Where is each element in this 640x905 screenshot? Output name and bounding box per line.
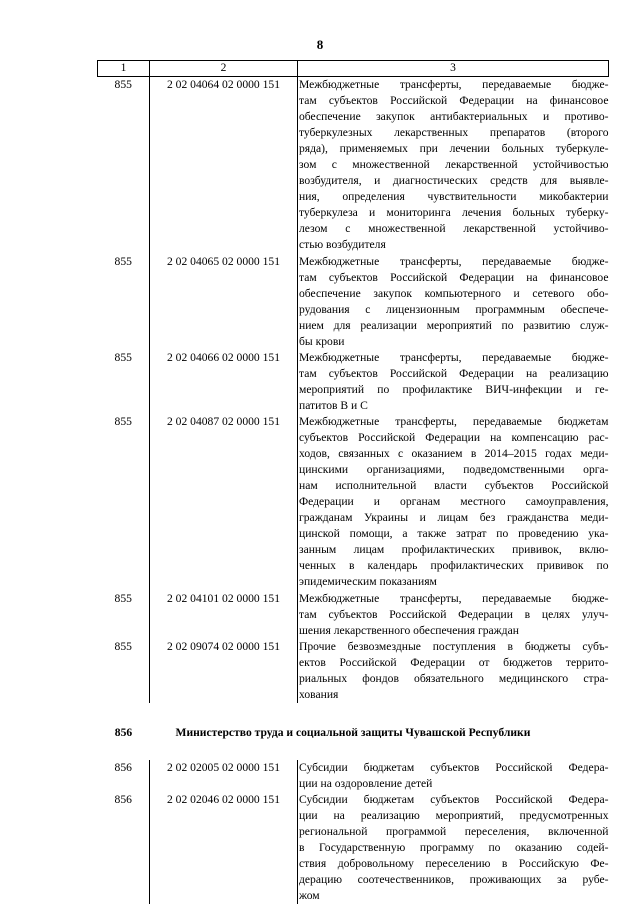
budget-code-cell: 2 02 09074 02 0000 151 xyxy=(150,639,298,703)
description-cell xyxy=(298,639,609,703)
description-line: туберкулезных лекарственных препаратов (второго xyxy=(299,126,609,140)
admin-code-cell: 855 xyxy=(98,77,150,254)
description-line: ния, определения чувствительности микобактерии xyxy=(299,190,609,204)
description-line: субъектов Российской Федерации на компенсацию рас- xyxy=(299,431,609,445)
table-row xyxy=(98,350,609,414)
description-line: цинскими организациями, подведомственными орга- xyxy=(299,463,609,477)
description-line: зом с множественной лекарственной устойчивостью xyxy=(299,158,609,172)
budget-code-cell: 2 02 04101 02 0000 151 xyxy=(150,591,298,639)
budget-code-cell: 2 02 04087 02 0000 151 xyxy=(150,414,298,591)
page-number: 8 xyxy=(316,37,324,52)
table-row xyxy=(98,792,609,904)
column-header-3: 3 xyxy=(298,61,609,77)
description-line: цинской помощи, а также затрат по проведению ука- xyxy=(299,527,609,541)
description-line: лезом с множественной лекарственной устойчиво- xyxy=(299,222,609,236)
description-line: Межбюджетные трансферты, передаваемые бюджетам xyxy=(299,414,609,428)
description-line: бы крови xyxy=(299,334,345,348)
description-line: ходов, связанных с оказанием в 2014–2015 годах меди- xyxy=(299,447,609,461)
description-line: ции на реализацию мероприятий, предусмотренных xyxy=(299,809,609,823)
description-line: ряда), применяемых при лечении больных туберкуле- xyxy=(299,142,609,156)
description-line: жом xyxy=(299,889,320,903)
column-header-1: 1 xyxy=(98,61,150,77)
table-row xyxy=(98,591,609,639)
description-line: рудования с лицензионным программным обеспече- xyxy=(299,302,609,316)
description-line: хования xyxy=(299,687,339,701)
description-line: дерацию соотечественников, проживающих за рубе- xyxy=(299,873,609,887)
description-line: Субсидии бюджетам субъектов Российской Федера- xyxy=(299,792,609,806)
budget-code-cell: 2 02 02046 02 0000 151 xyxy=(150,792,298,904)
description-cell xyxy=(298,350,609,414)
description-line: там субъектов Российской Федерации на финансовое xyxy=(299,270,609,284)
description-line: туберкулеза и мониторинга лечения больных туберку- xyxy=(299,206,609,220)
admin-code-cell: 855 xyxy=(98,414,150,591)
description-line: Межбюджетные трансферты, передаваемые бюдже- xyxy=(299,78,609,91)
table-header-row xyxy=(98,61,609,77)
budget-codes-table xyxy=(97,60,609,904)
admin-code-cell: 856 xyxy=(98,760,150,792)
table-row xyxy=(98,639,609,703)
table-row xyxy=(98,760,609,792)
description-line: Межбюджетные трансферты, передаваемые бюдже- xyxy=(299,591,609,605)
section-code: 856 xyxy=(114,725,133,739)
description-line: ектов Российской Федерации от бюджетов террито- xyxy=(299,655,609,669)
table-row xyxy=(98,414,609,591)
description-cell xyxy=(298,254,609,350)
admin-code-cell: 855 xyxy=(98,591,150,639)
budget-code-cell: 2 02 02005 02 0000 151 xyxy=(150,760,298,792)
description-line: стью возбудителя xyxy=(299,238,386,252)
description-line: обеспечение закупок антибактериальных и противо- xyxy=(299,110,609,124)
description-line: региональной программой переселения, включенной xyxy=(299,825,609,839)
description-line: мероприятий по профилактике ВИЧ-инфекции и ге- xyxy=(299,382,609,396)
description-line: Межбюджетные трансферты, передаваемые бюдже- xyxy=(299,254,609,268)
description-cell xyxy=(298,792,609,904)
description-line: ствия добровольному переселению в Российскую Фе- xyxy=(299,857,609,871)
description-line: в Государственную программу по оказанию содей- xyxy=(299,841,609,855)
budget-code-cell: 2 02 04065 02 0000 151 xyxy=(150,254,298,350)
admin-code-cell: 855 xyxy=(98,639,150,703)
admin-code-cell: 855 xyxy=(98,350,150,414)
description-cell xyxy=(298,760,609,792)
section-header-row xyxy=(98,703,609,760)
description-line: патитов B и C xyxy=(299,398,368,412)
description-line: нам исполнительной власти субъектов Российской xyxy=(299,479,609,493)
description-line: обеспечение закупок компьютерного и сетевого обо- xyxy=(299,286,609,300)
budget-code-cell: 2 02 04064 02 0000 151 xyxy=(150,77,298,254)
description-line: Межбюджетные трансферты, передаваемые бюдже- xyxy=(299,350,609,364)
description-line: там субъектов Российской Федерации в целях улуч- xyxy=(299,607,609,621)
table-row xyxy=(98,77,609,254)
budget-code-cell: 2 02 04066 02 0000 151 xyxy=(150,350,298,414)
description-line: Федерации и органам местного самоуправления, xyxy=(299,495,609,509)
description-cell xyxy=(298,77,609,254)
description-cell xyxy=(298,591,609,639)
description-line: нием для реализации мероприятий по развитию служ- xyxy=(299,318,609,332)
description-line: шения лекарственного обеспечения граждан xyxy=(299,623,519,637)
description-line: возбудителя, и диагностических средств для выявле- xyxy=(299,174,609,188)
column-header-2: 2 xyxy=(150,61,298,77)
table-row xyxy=(98,254,609,350)
admin-code-cell: 855 xyxy=(98,254,150,350)
description-line: Субсидии бюджетам субъектов Российской Федера- xyxy=(299,760,609,774)
description-line: гражданам Украины и лицам без гражданства меди- xyxy=(299,511,609,525)
description-cell xyxy=(298,414,609,591)
description-line: ции на оздоровление детей xyxy=(299,776,433,790)
section-title: Министерство труда и социальной защиты Чувашской Республики xyxy=(175,725,531,739)
description-line: ченных в календарь профилактических прививок по xyxy=(299,559,609,573)
description-line: занным лицам профилактических прививок, вклю- xyxy=(299,543,609,557)
description-line: там субъектов Российской Федерации на финансовое xyxy=(299,94,609,108)
description-line: Прочие безвозмездные поступления в бюджеты субъ- xyxy=(299,639,609,653)
description-line: там субъектов Российской Федерации на реализацию xyxy=(299,366,609,380)
admin-code-cell: 856 xyxy=(98,792,150,904)
description-line: эпидемическим показаниям xyxy=(299,575,437,589)
description-line: риальных фондов обязательного медицинского стра- xyxy=(299,671,609,685)
